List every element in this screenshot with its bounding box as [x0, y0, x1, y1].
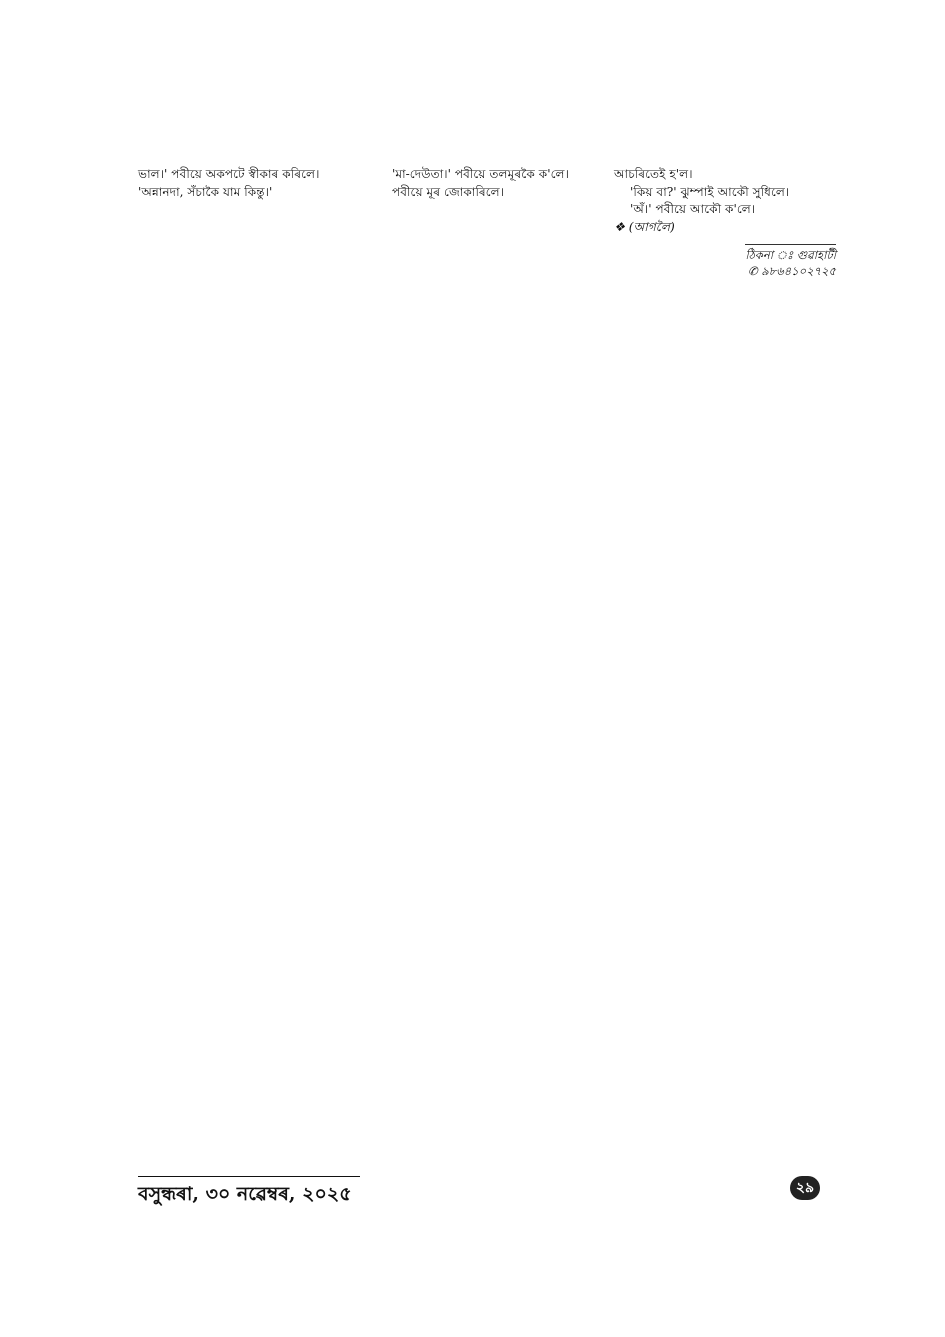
- article-page: [138, 166, 838, 279]
- paragraph: 'অঁ।' পবীয়ে আকৌ ক'লে।: [630, 202, 756, 217]
- paragraph: ভাল।' পবীয়ে অকপটে স্বীকাৰ কৰিলে।: [138, 167, 320, 181]
- footer-rule: [138, 1176, 360, 1177]
- column-2: [376, 166, 598, 201]
- paragraph: 'কিয় বা?' ঝুম্পাই আকৌ সুধিলে।: [630, 184, 790, 199]
- paragraph: 'মা-দেউতা।' পবীয়ে তলমূৰকৈ ক'লে।: [392, 167, 570, 181]
- paragraph: পবীয়ে মূৰ জোকাৰিলে।: [392, 184, 505, 199]
- end-mark: ❖ (আগলৈ): [614, 219, 675, 234]
- author-signoff: [614, 244, 836, 279]
- column-3-paragraphs: [614, 166, 836, 219]
- page-number-badge: ২৯: [790, 1176, 820, 1200]
- paragraph: আচৰিতেই হ'ল।: [614, 167, 693, 181]
- article-columns: [138, 166, 838, 279]
- author-phone: ✆ ৯৮৬৪১০২৭২৫: [748, 264, 836, 279]
- paragraph: 'অন্নানদা, সঁচাকৈ যাম কিন্তু।': [138, 184, 273, 199]
- column-3: [614, 166, 836, 279]
- footer-magazine-date: বসুন্ধৰা, ৩০ নৱেম্বৰ, ২০২৫: [138, 1183, 352, 1205]
- end-mark-line: [614, 219, 836, 237]
- column-1: [138, 166, 360, 201]
- author-address: ঠিকনা ঃ গুৱাহাটী: [745, 244, 836, 263]
